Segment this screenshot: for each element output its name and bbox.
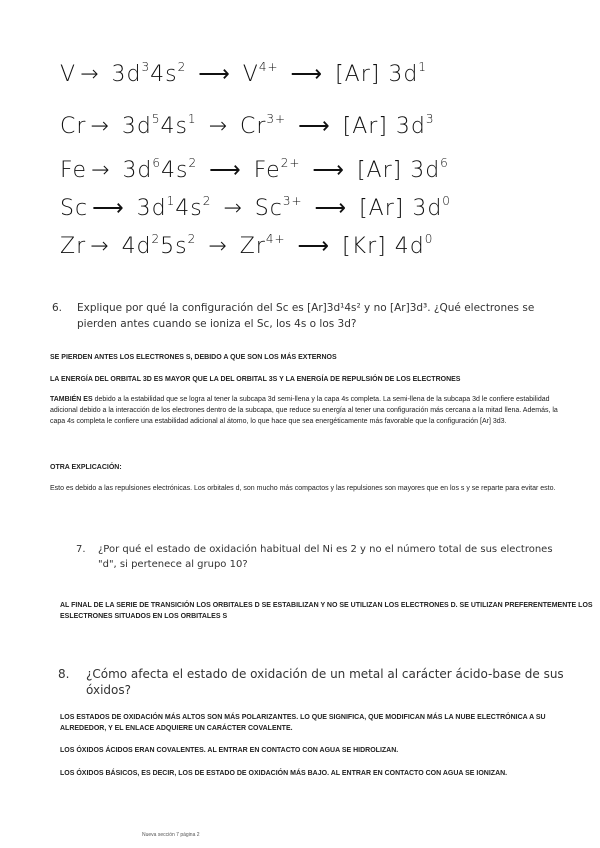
question-text: ¿Por qué el estado de oxidación habitual del Ni es 2 y no el número total de sus electrones	[98, 544, 553, 555]
hw-element: Fe	[60, 158, 87, 183]
hw-element: Cr	[60, 114, 87, 139]
other-explanation-text: Esto es debido a las repulsiones electrónicas. Los orbitales d, son mucho más compactos y las repulsiones son mayores que en los s y se reparte para evitar esto.	[50, 485, 556, 492]
arrow-icon: →	[223, 196, 243, 221]
answer-8-line-2: LOS ÓXIDOS ÁCIDOS ERAN COVALENTES. AL ENTRAR EN CONTACTO CON AGUA SE HIDROLIZAN.	[60, 747, 399, 754]
question-number: 8.	[58, 667, 70, 681]
arrow-icon: →	[91, 158, 111, 183]
answer-6-line-1: SE PIERDEN ANTES LOS ELECTRONES S, DEBIDO A QUE SON LOS MÁS EXTERNOS	[50, 354, 337, 361]
hw-element: V	[60, 62, 77, 87]
arrow-icon: ⟶	[298, 114, 331, 139]
answer-7: AL FINAL DE LA SERIE DE TRANSICIÓN LOS ORBITALES D SE ESTABILIZAN Y NO SE UTILIZAN LOS ELECTRONES D. SE UTILIZAN PREFERENTEMENTE LOS ESLECTRONES SITUADOS EN LOS ORBITALES S	[60, 602, 593, 620]
page-footer: Nueva sección 7 página 2	[142, 832, 200, 838]
hw-row-fe: $Fe \to 3d^64s^2$ ⟶ $Fe^{2+}$ ⟶ [Ar] $3d^6$	[60, 156, 449, 183]
arrow-icon: ⟶	[297, 234, 331, 259]
answer-6-lead: TAMBIÉN ES	[50, 396, 93, 403]
answer-8-line-1: LOS ESTADOS DE OXIDACIÓN MÁS ALTOS SON MÁS POLARIZANTES. LO QUE SIGNIFICA, QUE MODIFICAN MÁS LA NUBE ELECTRÓNICA A SU ALREDEDOR, Y EL ENLACE ADQUIERE UN CARÁCTER COVALENTE.	[60, 714, 546, 732]
answer-6-line-2: LA ENERGÍA DEL ORBITAL 3D ES MAYOR QUE LA DEL ORBITAL 3S Y LA ENERGÍA DE REPULSIÓN DE LOS ELECTRONES	[50, 376, 461, 383]
arrow-icon: ⟶	[314, 196, 348, 221]
arrow-icon: ⟶	[290, 62, 324, 87]
arrow-icon: →	[80, 62, 100, 87]
hw-row-sc: Sc ⟶ $3d^14s^2 \to Sc^{3+}$ ⟶ [Ar] $3d^0$	[60, 194, 451, 221]
answer-6-paragraph	[50, 394, 560, 427]
answer-8-line-3: LOS ÓXIDOS BÁSICOS, ES DECIR, LOS DE ESTADO DE OXIDACIÓN MÁS BAJO. AL ENTRAR EN CONTACTO CON AGUA SE IONIZAN.	[60, 770, 508, 777]
question-number: 6.	[52, 302, 63, 314]
question-8	[58, 666, 588, 698]
arrow-icon: ⟶	[209, 158, 242, 183]
hw-element: Zr	[60, 234, 87, 259]
arrow-icon: →	[90, 114, 110, 139]
hw-row-zr: $Zr \to 4d^25s^2 \to Zr^{4+}$ ⟶ [Kr] $4d^0$	[60, 232, 434, 259]
answer-6-body: debido a la estabilidad que se logra al tener la subcapa 3d semi-llena y la capa 4s completa. La semi-llena de la subcapa 3d le confiere estabilidad adicional debido a la interacción de los electrones dentro de la subcapa, que reduce su energía al tener una configuración más cercana a la mitad llena. Además, la capa 4s completa le confiere una estabilidad adicional al átomo, lo que hace que sea energéticamente más favorable que la configuración [Ar] 3d3.	[50, 396, 558, 425]
question-number: 7.	[76, 544, 86, 555]
arrow-icon: →	[208, 234, 228, 259]
question-text: "d", si pertenece al grupo 10?	[98, 559, 248, 570]
arrow-icon: →	[208, 114, 228, 139]
other-explanation-heading: OTRA EXPLICACIÓN:	[50, 464, 122, 471]
arrow-icon: ⟶	[92, 196, 125, 221]
hw-row-v: $V \to 3d^34s^2$ ⟶ $V^{4+}$ ⟶ [Ar] $3d^1$	[60, 60, 427, 87]
arrow-icon: ⟶	[312, 158, 345, 183]
question-7	[76, 542, 586, 572]
arrow-icon: →	[90, 234, 110, 259]
question-text: Explique por qué la configuración del Sc es [Ar]3d¹4s² y no [Ar]3d³. ¿Qué electrones se	[77, 302, 535, 314]
hw-element: Sc	[60, 196, 89, 221]
arrow-icon: ⟶	[198, 62, 231, 87]
question-text: pierden antes cuando se ioniza el Sc, los 4s o los 3d?	[77, 318, 357, 330]
question-6	[52, 300, 572, 332]
question-text: ¿Cómo afecta el estado de oxidación de un metal al carácter ácido-base de sus óxidos?	[86, 667, 564, 697]
hw-row-cr: $Cr \to 3d^54s^1 \to Cr^{3+}$ ⟶ [Ar] $3d^3$	[60, 112, 435, 139]
